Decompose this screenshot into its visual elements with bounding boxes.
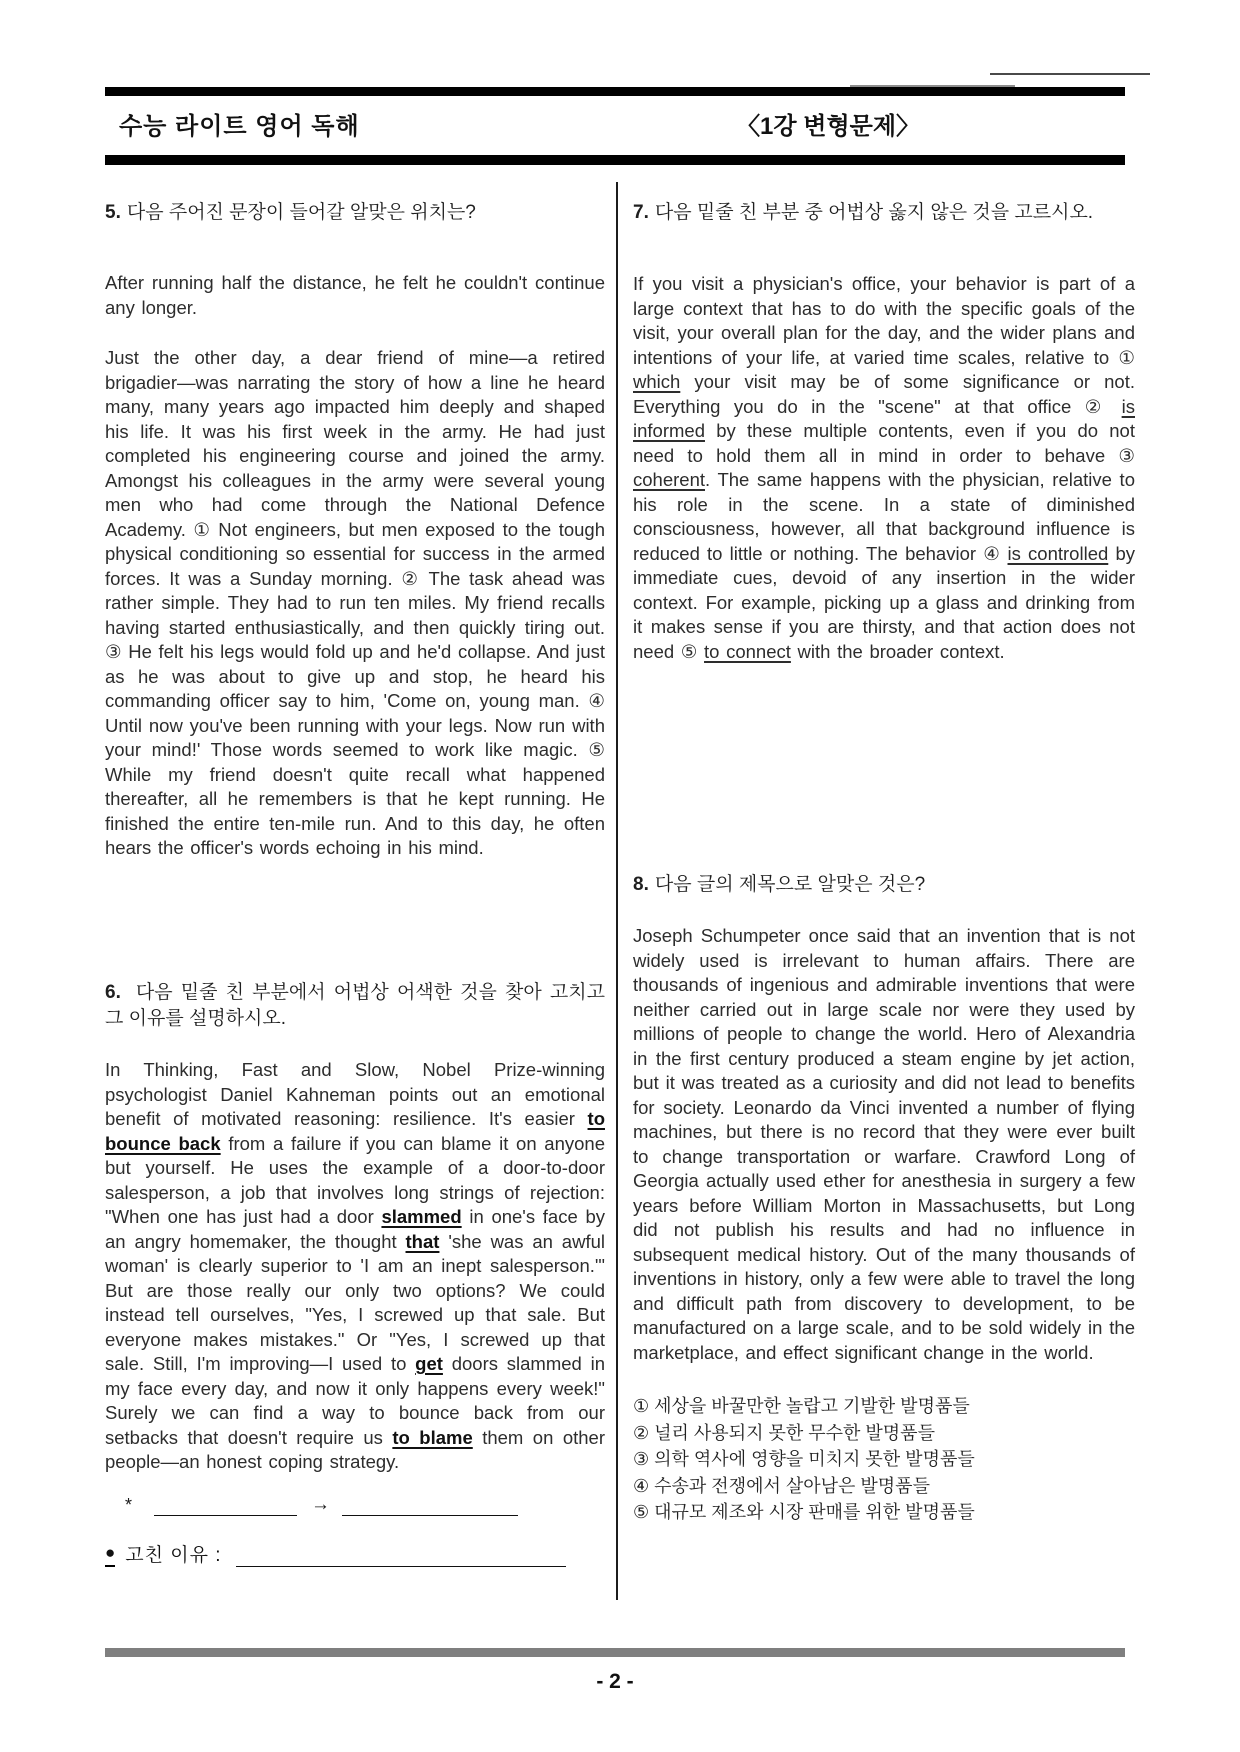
footer-rule bbox=[105, 1648, 1125, 1657]
option-2: ② 널리 사용되지 못한 무수한 발명품들 bbox=[633, 1422, 935, 1443]
question-number: 6. bbox=[105, 982, 121, 1003]
question-number: 7. bbox=[633, 202, 649, 223]
header-bottom-rule bbox=[105, 155, 1125, 165]
header bbox=[105, 106, 1125, 141]
question-8 bbox=[633, 872, 1135, 1542]
scan-artifact-line bbox=[990, 73, 1150, 75]
passage-text: If you visit a physician's office, your behavior is part of a large context that has to do with the specific goals of the visit, your overall plan for the day, and the wider plans and intentions of your life, at varied time scales, relative to ① which your visit may be of some significance or not. Everything you do in the "scene" at that office ② is informed by these multiple contents, even if you do not need to hold them all in mind in order to behave ③ coherent. The same happens with the physician, relative to his role in the scene. In a state of diminished consciousness, however, all that background influence is reduced to little or nothing. The behavior ④ is controlled by immediate cues, devoid of any insertion in the wider context. For example, picking up a glass and drinking from it makes sense if you are thirsty, and that action does not need ⑤ to connect with the broader context. bbox=[633, 273, 1135, 662]
answer-blank-before bbox=[154, 1493, 297, 1516]
question-6 bbox=[105, 980, 605, 1567]
given-sentence: After running half the distance, he felt he couldn't continue any longer. bbox=[105, 272, 605, 318]
header-top-rule bbox=[105, 87, 1125, 96]
question-7 bbox=[633, 200, 1135, 664]
question-7-heading bbox=[633, 200, 1135, 226]
option-3: ③ 의학 역사에 영향을 미치지 못한 발명품들 bbox=[633, 1449, 975, 1469]
question-number: 5. bbox=[105, 202, 121, 223]
arrow-icon: → bbox=[311, 1493, 331, 1515]
answer-options bbox=[633, 1393, 1135, 1526]
passage-text: Just the other day, a dear friend of mine—a retired brigadier—was narrating the story of how a line he heard many, many years ago impacted him deeply and shaped his life. It was his first week in the army. He had just completed his engineering course and joined the army. Amongst his colleagues in the army were several young men who had come through the National Defence Academy. ① Not engineers, but men exposed to the tough physical conditioning so essential for success in the armed forces. It was a Sunday morning. ② The task ahead was rather simple. They had to run ten miles. My friend recalls having started enthusiastically, and then quickly tiring out. ③ He felt his legs would fold up and he'd collapse. And just as he was about to give up and stop, he heard his commanding officer say to him, 'Come on, young man. ④ Until now you've been running with your legs. Now run with your mind!' Those words seemed to work like magic. ⑤ While my friend doesn't quite recall what happened thereafter, all he remembers is that he kept running. He finished the entire ten-mile run. And to this day, he often hears the officer's words echoing in his mind. bbox=[105, 347, 605, 858]
question-6-heading bbox=[105, 980, 605, 1032]
column-divider bbox=[616, 182, 618, 1600]
bullet-icon: ● bbox=[105, 1542, 115, 1567]
option-1: ① 세상을 바꿀만한 놀랍고 기발한 발명품들 bbox=[633, 1396, 970, 1416]
page-number: - 2 - bbox=[596, 1670, 634, 1693]
reason-row bbox=[105, 1540, 605, 1567]
question-5-heading bbox=[105, 200, 605, 226]
passage-text: In Thinking, Fast and Slow, Nobel Prize-winning psychologist Daniel Kahneman points out an emotional benefit of motivated reasoning: resilience. It's easier to bounce back from a failure if you can blame it on anyone but yourself. He uses the example of a door-to-door salesperson, a job that involves long strings of rejection: "When one has just had a door slammed in one's face by an angry homemaker, the thought that 'she was an awful woman' is clearly superior to 'I am an inept salesperson.'" But are those really our only two options? We could instead tell ourselves, "Yes, I screwed up that sale. But everyone makes mistakes." Or "Yes, I screwed up that sale. Still, I'm improving—I used to get doors slammed in my face every day, and now it only happens every week!" Surely we can find a way to bounce back from our setbacks that doesn't require us to blame them on other people—an honest coping strategy. bbox=[105, 1059, 605, 1472]
asterisk-marker: * bbox=[125, 1494, 133, 1515]
page-title: 수능 라이트 영어 독해 bbox=[119, 113, 360, 140]
question-prompt: 다음 글의 제목으로 알맞은 것은? bbox=[654, 874, 926, 895]
option-5: ⑤ 대규모 제조와 시장 판매를 위한 발명품들 bbox=[633, 1502, 975, 1522]
question-prompt: 다음 밑줄 친 부분에서 어법상 어색한 것을 찾아 고치고 그 이유를 설명하시오. bbox=[105, 982, 605, 1029]
question-number: 8. bbox=[633, 874, 649, 895]
passage-text: Joseph Schumpeter once said that an invention that is not widely used is irrelevant to human affairs. There are thousands of ingenious and admirable inventions that were neither carried out in large scale nor were they used by millions of people to change the world. Hero of Alexandria in the first century produced a steam engine by jet action, but it was treated as a curiosity and did not lead to benefits for society. Leonardo da Vinci invented a number of flying machines, but there is no record that they were ever built to change transportation or warfare. Crawford Long of Georgia actually used ether for anesthesia in surgery a few years before William Morton in Massachusetts, but Long did not publish his results and had no influence in subsequent medical history. Out of the many thousands of inventions in history, only a few were able to travel the long and difficult path from discovery to development, to be manufactured on a large scale, and to be sold widely in the marketplace, and effect significant change in the world. bbox=[633, 925, 1135, 1363]
question-5 bbox=[105, 200, 605, 861]
option-4: ④ 수송과 전쟁에서 살아남은 발명품들 bbox=[633, 1475, 930, 1496]
answer-blank-after bbox=[342, 1493, 518, 1516]
chapter-label: 〈1강 변형문제〉 bbox=[736, 113, 920, 140]
reason-label: 고친 이유 : bbox=[125, 1544, 222, 1566]
question-prompt: 다음 밑줄 친 부분 중 어법상 옳지 않은 것을 고르시오. bbox=[654, 202, 1094, 223]
answer-blank-row bbox=[105, 1493, 605, 1516]
question-prompt: 다음 주어진 문장이 들어갈 알맞은 위치는? bbox=[126, 202, 476, 223]
question-8-heading bbox=[633, 872, 1135, 898]
reason-blank bbox=[236, 1544, 566, 1567]
